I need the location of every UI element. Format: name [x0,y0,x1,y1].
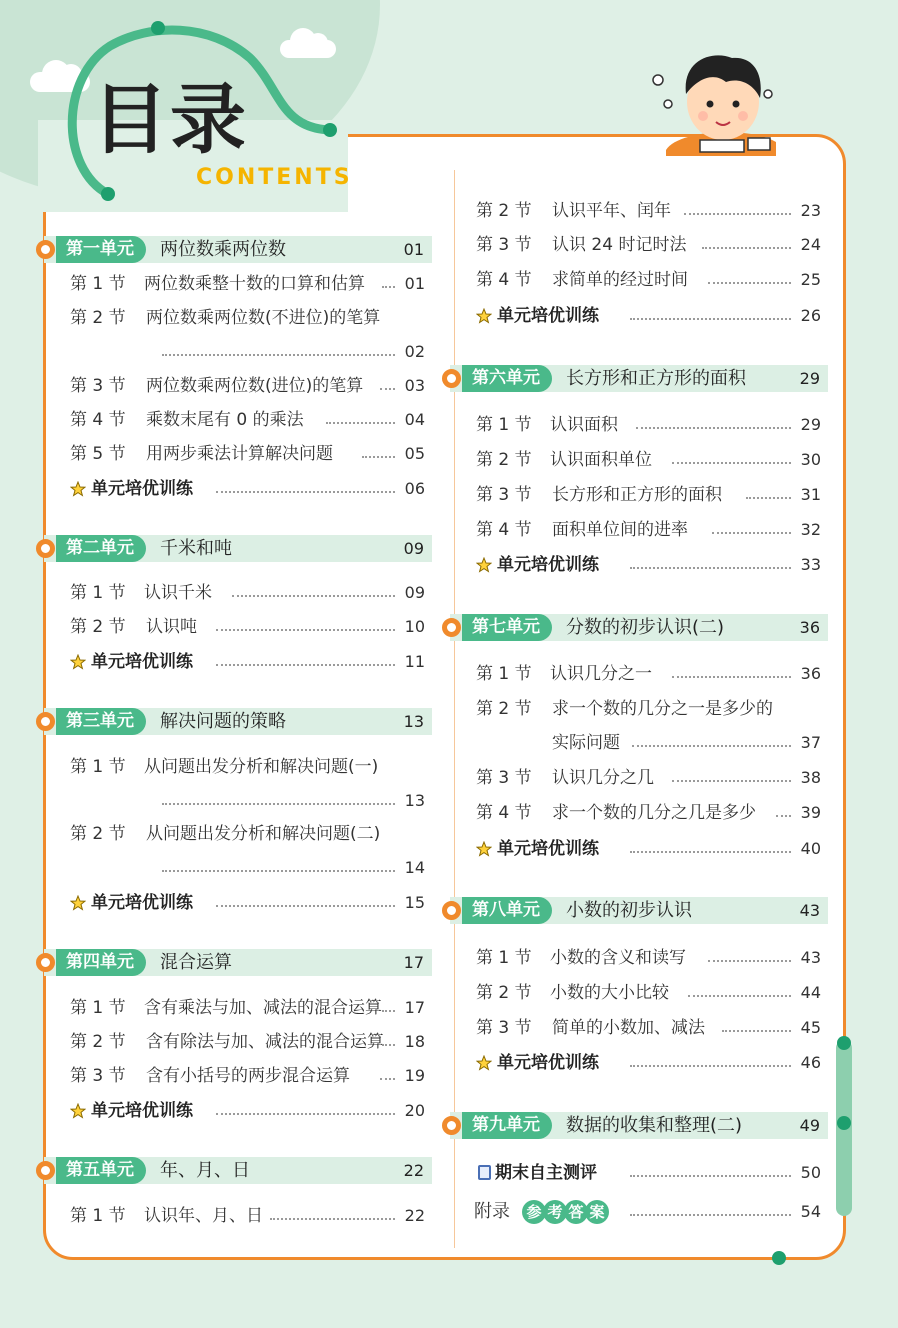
section-title: 含有除法与加、减法的混合运算 [146,1032,384,1052]
unit-training-entry[interactable] [476,836,821,862]
page-number: 10 [404,617,425,636]
dot-leader [702,247,791,249]
unit-header[interactable] [450,614,828,641]
page-number: 39 [800,803,821,822]
unit-page: 09 [403,539,424,558]
toc-entry-page-line[interactable] [476,730,821,756]
toc-entry[interactable] [70,614,425,640]
unit-title: 小数的初步认识 [566,900,692,921]
unit-title: 长方形和正方形的面积 [566,368,746,389]
unit-training-entry[interactable] [70,649,425,675]
dot-leader [708,960,791,962]
section-number: 第 4 节 [70,410,126,430]
section-number: 第 2 节 [70,824,126,844]
section-number: 第 2 节 [70,617,126,637]
page-number: 13 [404,791,425,810]
dot-leader [216,491,395,493]
star-icon [476,308,492,324]
dot-leader [632,745,791,747]
section-number: 第 1 节 [70,757,126,777]
page-subtitle: CONTENTS [196,165,353,190]
dot-leader [382,286,395,288]
page-number: 32 [800,520,821,539]
unit-header[interactable] [44,708,432,735]
dot-leader [688,995,791,997]
section-title: 单元培优训练 [91,652,193,672]
page-number: 45 [800,1018,821,1037]
toc-entry[interactable] [476,980,821,1006]
unit-marker-dot [36,1161,55,1180]
unit-training-entry[interactable] [476,303,821,329]
toc-entry-title[interactable] [476,696,821,722]
star-icon [70,1103,86,1119]
toc-entry[interactable] [476,517,821,543]
dot-leader [216,1113,395,1115]
unit-tag: 第四单元 [56,949,146,976]
toc-entry[interactable] [476,412,821,438]
section-number: 第 2 节 [476,201,532,221]
dot-leader [630,1065,791,1067]
dot-leader [270,1218,395,1220]
star-icon [70,895,86,911]
toc-entry[interactable] [70,407,425,433]
unit-page: 13 [403,712,424,731]
dot-leader [380,388,395,390]
section-number: 第 1 节 [476,948,532,968]
unit-header[interactable] [450,365,828,392]
unit-title: 混合运算 [160,952,232,973]
page-number: 25 [800,270,821,289]
toc-entry-page-line[interactable] [70,788,425,814]
unit-tag: 第三单元 [56,708,146,735]
unit-page: 17 [403,953,424,972]
dot-leader [672,780,791,782]
toc-entry-page-line[interactable] [70,855,425,881]
unit-title: 解决问题的策略 [160,711,286,732]
toc-entry[interactable] [70,580,425,606]
toc-entry[interactable] [476,945,821,971]
dot-leader [162,803,395,805]
section-title: 含有小括号的两步混合运算 [146,1066,350,1086]
dot-leader [216,629,395,631]
star-icon [476,557,492,573]
answer-key-badge [522,1199,606,1225]
dot-leader [382,1010,395,1012]
unit-tag: 第二单元 [56,535,146,562]
unit-page: 49 [799,1116,820,1135]
toc-entry[interactable] [476,661,821,687]
page-number: 31 [800,485,821,504]
toc-entry[interactable] [476,800,821,826]
unit-title: 数据的收集和整理(二) [566,1115,743,1136]
unit-header[interactable] [44,949,432,976]
page-number: 36 [800,664,821,683]
section-title: 认识面积 [550,415,618,435]
section-number: 第 2 节 [70,1032,126,1052]
section-title: 用两步乘法计算解决问题 [146,444,333,464]
dot-leader [672,676,791,678]
section-title: 单元培优训练 [91,893,193,913]
unit-header[interactable] [44,535,432,562]
page-number: 22 [404,1206,425,1225]
section-number: 第 3 节 [70,376,126,396]
unit-header[interactable] [44,1157,432,1184]
section-number: 第 2 节 [476,983,532,1003]
toc-entry-page-line[interactable] [70,339,425,365]
star-icon [476,1055,492,1071]
toc-entry-title[interactable] [70,754,425,780]
section-title: 认识平年、闰年 [552,201,671,221]
dot-leader [722,1030,791,1032]
unit-training-entry[interactable] [70,476,425,502]
unit-marker-dot [442,901,461,920]
section-number: 第 2 节 [70,308,126,328]
unit-page: 43 [799,901,820,920]
decoration-dot [837,1036,851,1050]
page-number: 03 [404,376,425,395]
toc-entry[interactable] [70,441,425,467]
unit-training-entry[interactable] [70,890,425,916]
section-title: 单元培优训练 [497,555,599,575]
dot-leader [776,815,791,817]
section-title: 认识几分之一 [550,664,652,684]
answer-char: 参 [522,1200,546,1224]
unit-marker-dot [36,712,55,731]
unit-marker-dot [442,1116,461,1135]
section-title: 从问题出发分析和解决问题(一) [144,757,379,777]
section-title-continued: 实际问题 [552,733,620,753]
section-number: 第 1 节 [70,1206,126,1226]
section-title: 求简单的经过时间 [552,270,688,290]
section-number: 第 4 节 [476,270,532,290]
unit-title: 分数的初步认识(二) [566,617,725,638]
unit-training-entry[interactable] [476,1050,821,1076]
section-title: 单元培优训练 [91,1101,193,1121]
unit-tag: 第九单元 [462,1112,552,1139]
dot-leader [326,422,395,424]
section-title: 两位数乘两位数(不进位)的笔算 [146,308,381,328]
dot-leader [382,1044,395,1046]
page-number: 30 [800,450,821,469]
book-icon [478,1165,491,1180]
section-title: 长方形和正方形的面积 [552,485,722,505]
boy-reading-mascot-icon [648,42,778,160]
dot-leader [162,354,395,356]
dot-leader [630,851,791,853]
section-title: 认识吨 [146,617,197,637]
dot-leader [636,427,791,429]
final-exam-entry[interactable] [476,1160,821,1186]
answer-char: 答 [564,1200,588,1224]
unit-header[interactable] [450,1112,828,1139]
dot-leader [708,282,791,284]
unit-training-entry[interactable] [70,1098,425,1124]
section-number: 第 4 节 [476,520,532,540]
page-number: 29 [800,415,821,434]
page-number: 05 [404,444,425,463]
section-title: 认识面积单位 [550,450,652,470]
toc-entry[interactable] [476,267,821,293]
section-title: 面积单位间的进率 [552,520,688,540]
toc-entry-title[interactable] [70,305,425,331]
page-number: 19 [404,1066,425,1085]
page-number: 15 [404,893,425,912]
unit-marker-dot [36,953,55,972]
unit-title: 年、月、日 [160,1160,250,1181]
toc-entry[interactable] [70,995,425,1021]
dot-leader [216,664,395,666]
section-number: 第 1 节 [476,415,532,435]
star-icon [70,481,86,497]
section-number: 第 2 节 [476,450,532,470]
page-number: 46 [800,1053,821,1072]
toc-entry[interactable] [70,373,425,399]
unit-marker-dot [442,369,461,388]
dot-leader [630,1214,791,1216]
section-number: 第 3 节 [476,768,532,788]
page-number: 23 [800,201,821,220]
page-number: 38 [800,768,821,787]
section-title: 乘数末尾有 0 的乘法 [146,410,304,430]
section-title: 认识千米 [144,583,212,603]
page-number: 20 [404,1101,425,1120]
section-number: 第 3 节 [476,1018,532,1038]
decoration-dot [837,1116,851,1130]
toc-entry[interactable] [476,447,821,473]
unit-title: 千米和吨 [160,538,232,559]
page-number: 37 [800,733,821,752]
section-number: 第 1 节 [70,583,126,603]
appendix-label: 附录 [474,1201,510,1222]
toc-entry[interactable] [70,271,425,297]
dot-leader [746,497,791,499]
page-number: 44 [800,983,821,1002]
section-title: 从问题出发分析和解决问题(二) [146,824,381,844]
unit-title: 两位数乘两位数 [160,239,286,260]
page-number: 43 [800,948,821,967]
answer-char: 考 [543,1200,567,1224]
answer-char: 案 [585,1200,609,1224]
unit-marker-dot [36,539,55,558]
unit-tag: 第六单元 [462,365,552,392]
section-number: 第 4 节 [476,803,532,823]
toc-entry[interactable] [70,1029,425,1055]
dot-leader [380,1078,395,1080]
section-title: 含有乘法与加、减法的混合运算 [144,998,382,1018]
dot-leader [232,595,395,597]
section-title: 两位数乘两位数(进位)的笔算 [146,376,364,396]
section-title: 认识几分之几 [552,768,654,788]
section-title: 简单的小数加、减法 [552,1018,705,1038]
section-title: 求一个数的几分之一是多少的 [552,699,773,719]
dot-leader [630,1175,791,1177]
section-number: 第 1 节 [476,664,532,684]
section-number: 第 1 节 [70,274,126,294]
page-number: 33 [800,555,821,574]
page-number: 01 [404,274,425,293]
page-number: 02 [404,342,425,361]
star-icon [476,841,492,857]
page-number: 14 [404,858,425,877]
column-divider [454,170,455,1248]
dot-leader [162,870,395,872]
toc-entry[interactable] [70,1203,425,1229]
section-title: 求一个数的几分之几是多少 [552,803,756,823]
star-icon [70,654,86,670]
section-number: 第 3 节 [70,1066,126,1086]
page-number: 24 [800,235,821,254]
section-number: 第 2 节 [476,699,532,719]
toc-entry-title[interactable] [70,821,425,847]
unit-tag: 第一单元 [56,236,146,263]
unit-page: 22 [403,1161,424,1180]
section-number: 第 3 节 [476,235,532,255]
section-title: 小数的含义和读写 [550,948,686,968]
dot-leader [630,318,791,320]
dot-leader [712,532,791,534]
page-number: 50 [800,1163,821,1182]
section-title: 期末自主测评 [495,1163,597,1183]
toc-entry[interactable] [476,482,821,508]
section-title: 单元培优训练 [497,306,599,326]
section-title: 小数的大小比较 [550,983,669,1003]
dot-leader [684,213,791,215]
page-number: 18 [404,1032,425,1051]
unit-marker-dot [442,618,461,637]
dot-leader [672,462,791,464]
page-number: 09 [404,583,425,602]
page-number: 26 [800,306,821,325]
appendix-entry[interactable] [474,1199,821,1225]
page-number: 17 [404,998,425,1017]
section-title: 单元培优训练 [497,1053,599,1073]
dot-leader [630,567,791,569]
section-title: 认识 24 时记时法 [552,235,687,255]
unit-page: 36 [799,618,820,637]
section-title: 单元培优训练 [497,839,599,859]
dot-leader [216,905,395,907]
dot-leader [362,456,395,458]
section-title: 认识年、月、日 [144,1206,263,1226]
section-number: 第 1 节 [70,998,126,1018]
unit-page: 01 [403,240,424,259]
page-title: 目录 [92,75,248,164]
unit-tag: 第五单元 [56,1157,146,1184]
page-number: 06 [404,479,425,498]
toc-entry[interactable] [70,1063,425,1089]
toc-entry[interactable] [476,198,821,224]
decoration-dot [772,1251,786,1265]
page-number: 11 [404,652,425,671]
section-title: 单元培优训练 [91,479,193,499]
section-title: 两位数乘整十数的口算和估算 [144,274,365,294]
toc-entry[interactable] [476,1015,821,1041]
toc-entry[interactable] [476,232,821,258]
toc-entry[interactable] [476,765,821,791]
unit-training-entry[interactable] [476,552,821,578]
page-number: 04 [404,410,425,429]
unit-page: 29 [799,369,820,388]
section-number: 第 3 节 [476,485,532,505]
unit-header[interactable] [450,897,828,924]
unit-header[interactable] [44,236,432,263]
unit-tag: 第七单元 [462,614,552,641]
unit-tag: 第八单元 [462,897,552,924]
unit-marker-dot [36,240,55,259]
section-number: 第 5 节 [70,444,126,464]
page-number: 40 [800,839,821,858]
page-number: 54 [800,1202,821,1221]
